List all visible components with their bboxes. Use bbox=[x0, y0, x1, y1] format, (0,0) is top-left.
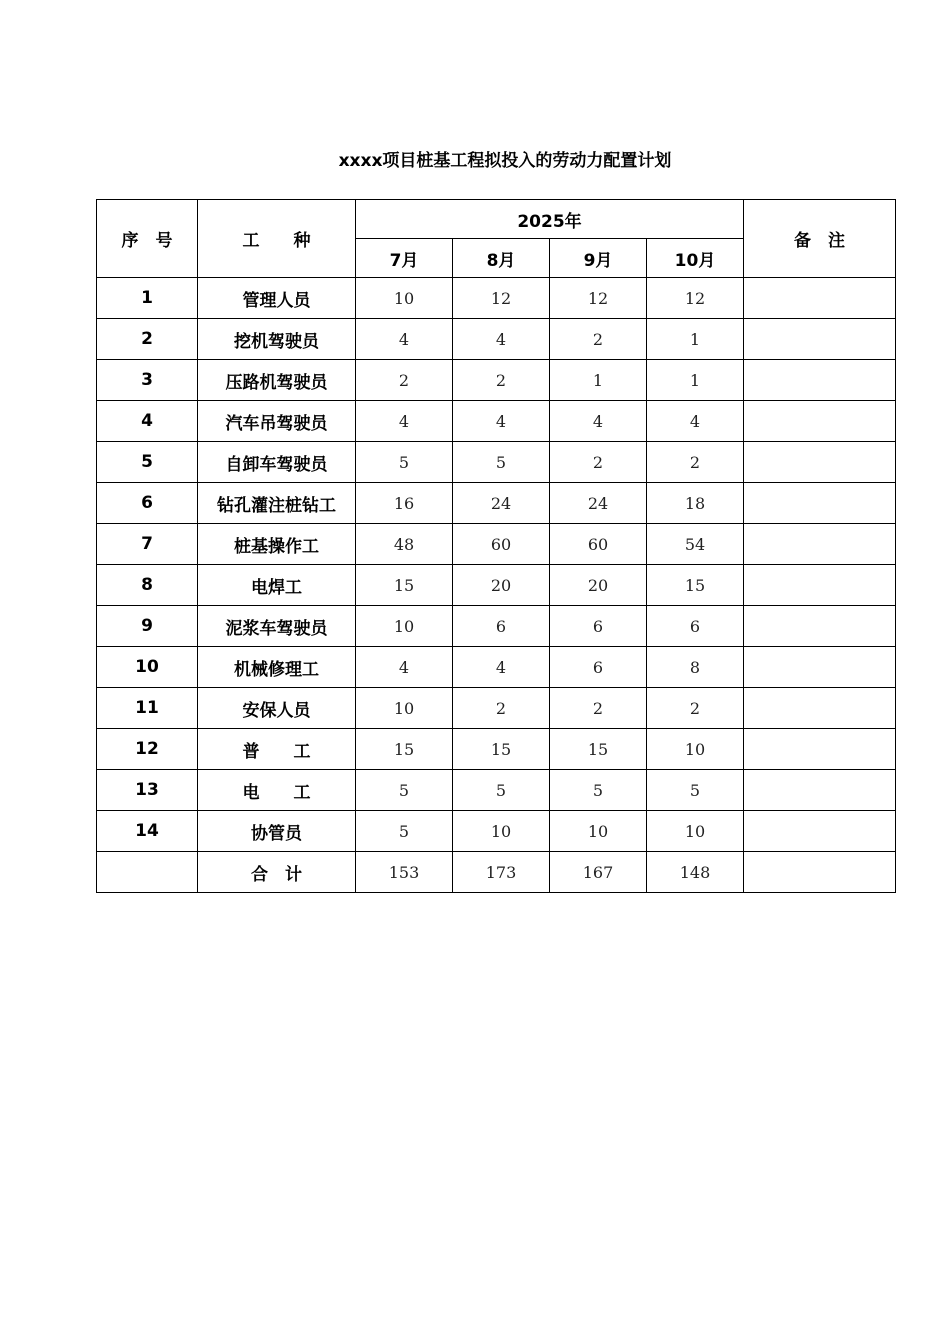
row-value-jul: 5 bbox=[356, 442, 453, 483]
row-value-oct: 10 bbox=[647, 729, 744, 770]
row-remark bbox=[744, 606, 896, 647]
row-value-sep: 167 bbox=[550, 852, 647, 893]
table-row bbox=[97, 442, 896, 483]
row-value-aug: 60 bbox=[453, 524, 550, 565]
header-row-top bbox=[97, 200, 896, 239]
row-value-aug: 6 bbox=[453, 606, 550, 647]
row-value-aug: 5 bbox=[453, 442, 550, 483]
row-value-sep: 15 bbox=[550, 729, 647, 770]
row-value-oct: 15 bbox=[647, 565, 744, 606]
row-value-oct: 54 bbox=[647, 524, 744, 565]
row-seq bbox=[97, 852, 198, 893]
row-value-sep: 2 bbox=[550, 688, 647, 729]
row-job: 汽车吊驾驶员 bbox=[198, 401, 356, 442]
row-value-aug: 5 bbox=[453, 770, 550, 811]
row-value-oct: 5 bbox=[647, 770, 744, 811]
table-row bbox=[97, 729, 896, 770]
row-seq: 3 bbox=[97, 360, 198, 401]
row-value-oct: 2 bbox=[647, 442, 744, 483]
row-value-jul: 5 bbox=[356, 811, 453, 852]
row-remark bbox=[744, 483, 896, 524]
row-remark bbox=[744, 565, 896, 606]
row-value-aug: 10 bbox=[453, 811, 550, 852]
row-seq: 8 bbox=[97, 565, 198, 606]
header-remark: 备 注 bbox=[744, 200, 896, 278]
row-seq: 4 bbox=[97, 401, 198, 442]
row-value-jul: 10 bbox=[356, 278, 453, 319]
total-row bbox=[97, 852, 896, 893]
row-value-aug: 15 bbox=[453, 729, 550, 770]
table-row bbox=[97, 401, 896, 442]
row-value-aug: 24 bbox=[453, 483, 550, 524]
row-value-oct: 148 bbox=[647, 852, 744, 893]
row-seq: 2 bbox=[97, 319, 198, 360]
table-row bbox=[97, 524, 896, 565]
header-year: 2025年 bbox=[356, 200, 744, 239]
row-value-aug: 4 bbox=[453, 647, 550, 688]
row-value-aug: 2 bbox=[453, 360, 550, 401]
row-seq: 11 bbox=[97, 688, 198, 729]
row-remark bbox=[744, 524, 896, 565]
row-value-jul: 153 bbox=[356, 852, 453, 893]
table-row bbox=[97, 688, 896, 729]
row-job: 普 工 bbox=[198, 729, 356, 770]
row-job: 自卸车驾驶员 bbox=[198, 442, 356, 483]
row-value-jul: 2 bbox=[356, 360, 453, 401]
row-value-jul: 16 bbox=[356, 483, 453, 524]
row-value-sep: 60 bbox=[550, 524, 647, 565]
row-job: 电焊工 bbox=[198, 565, 356, 606]
row-value-aug: 4 bbox=[453, 319, 550, 360]
row-value-oct: 8 bbox=[647, 647, 744, 688]
row-job: 电 工 bbox=[198, 770, 356, 811]
row-job: 挖机驾驶员 bbox=[198, 319, 356, 360]
row-value-aug: 12 bbox=[453, 278, 550, 319]
page-title: xxxx项目桩基工程拟投入的劳动力配置计划 bbox=[338, 151, 672, 171]
row-value-aug: 4 bbox=[453, 401, 550, 442]
row-value-aug: 2 bbox=[453, 688, 550, 729]
row-remark bbox=[744, 688, 896, 729]
row-seq: 1 bbox=[97, 278, 198, 319]
row-value-oct: 18 bbox=[647, 483, 744, 524]
table-row bbox=[97, 319, 896, 360]
row-value-sep: 5 bbox=[550, 770, 647, 811]
row-job: 机械修理工 bbox=[198, 647, 356, 688]
table-row bbox=[97, 606, 896, 647]
row-seq: 7 bbox=[97, 524, 198, 565]
table-row bbox=[97, 647, 896, 688]
row-remark bbox=[744, 401, 896, 442]
row-job: 协管员 bbox=[198, 811, 356, 852]
row-remark bbox=[744, 647, 896, 688]
row-seq: 14 bbox=[97, 811, 198, 852]
row-value-sep: 6 bbox=[550, 606, 647, 647]
row-value-sep: 2 bbox=[550, 442, 647, 483]
row-value-sep: 1 bbox=[550, 360, 647, 401]
header-month-jul: 7月 bbox=[356, 239, 453, 278]
row-seq: 12 bbox=[97, 729, 198, 770]
table-row bbox=[97, 278, 896, 319]
row-value-jul: 15 bbox=[356, 565, 453, 606]
row-value-sep: 24 bbox=[550, 483, 647, 524]
row-value-aug: 20 bbox=[453, 565, 550, 606]
row-remark bbox=[744, 770, 896, 811]
row-value-sep: 10 bbox=[550, 811, 647, 852]
row-seq: 9 bbox=[97, 606, 198, 647]
header-month-sep: 9月 bbox=[550, 239, 647, 278]
row-value-jul: 4 bbox=[356, 401, 453, 442]
row-job: 合 计 bbox=[198, 852, 356, 893]
row-seq: 10 bbox=[97, 647, 198, 688]
row-value-sep: 4 bbox=[550, 401, 647, 442]
table-row bbox=[97, 770, 896, 811]
row-value-oct: 4 bbox=[647, 401, 744, 442]
row-seq: 13 bbox=[97, 770, 198, 811]
row-value-oct: 6 bbox=[647, 606, 744, 647]
row-value-oct: 1 bbox=[647, 360, 744, 401]
header-month-oct: 10月 bbox=[647, 239, 744, 278]
row-value-jul: 15 bbox=[356, 729, 453, 770]
row-remark bbox=[744, 319, 896, 360]
row-remark bbox=[744, 442, 896, 483]
row-remark bbox=[744, 360, 896, 401]
row-value-sep: 12 bbox=[550, 278, 647, 319]
row-value-jul: 4 bbox=[356, 319, 453, 360]
row-value-jul: 10 bbox=[356, 606, 453, 647]
header-seq: 序 号 bbox=[97, 200, 198, 278]
table-row bbox=[97, 811, 896, 852]
row-remark bbox=[744, 852, 896, 893]
row-job: 管理人员 bbox=[198, 278, 356, 319]
table-row bbox=[97, 360, 896, 401]
row-value-aug: 173 bbox=[453, 852, 550, 893]
labor-plan-table bbox=[96, 199, 896, 893]
row-job: 压路机驾驶员 bbox=[198, 360, 356, 401]
row-remark bbox=[744, 278, 896, 319]
row-value-sep: 2 bbox=[550, 319, 647, 360]
row-job: 钻孔灌注桩钻工 bbox=[198, 483, 356, 524]
row-job: 泥浆车驾驶员 bbox=[198, 606, 356, 647]
row-value-jul: 48 bbox=[356, 524, 453, 565]
row-value-sep: 20 bbox=[550, 565, 647, 606]
header-month-aug: 8月 bbox=[453, 239, 550, 278]
row-value-oct: 12 bbox=[647, 278, 744, 319]
table-row bbox=[97, 483, 896, 524]
row-value-jul: 10 bbox=[356, 688, 453, 729]
row-seq: 6 bbox=[97, 483, 198, 524]
row-job: 安保人员 bbox=[198, 688, 356, 729]
row-value-oct: 2 bbox=[647, 688, 744, 729]
row-remark bbox=[744, 811, 896, 852]
row-remark bbox=[744, 729, 896, 770]
row-value-oct: 1 bbox=[647, 319, 744, 360]
header-job: 工 种 bbox=[198, 200, 356, 278]
row-value-sep: 6 bbox=[550, 647, 647, 688]
row-value-jul: 4 bbox=[356, 647, 453, 688]
table-row bbox=[97, 565, 896, 606]
row-job: 桩基操作工 bbox=[198, 524, 356, 565]
row-value-jul: 5 bbox=[356, 770, 453, 811]
row-seq: 5 bbox=[97, 442, 198, 483]
row-value-oct: 10 bbox=[647, 811, 744, 852]
